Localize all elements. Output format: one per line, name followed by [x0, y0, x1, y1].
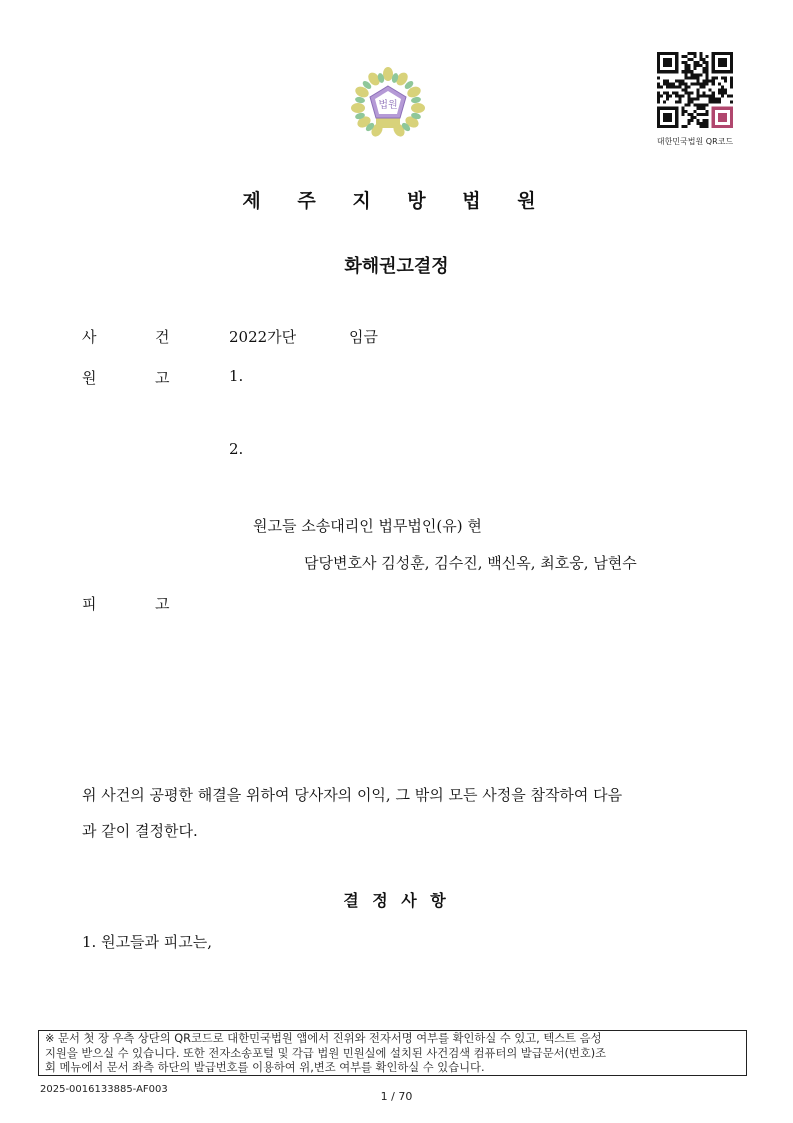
decision-heading: 결 정 사 항	[343, 891, 450, 910]
notice-line-1: ※ 문서 첫 장 우측 상단의 QR코드로 대한민국법원 앱에서 진위와 전자서명 여부를 확인하실 수 있고, 텍스트 음성	[45, 1032, 602, 1045]
svg-text:법원: 법원	[378, 100, 398, 111]
plaintiff-label-2: 고	[155, 369, 170, 387]
qr-caption: 대한민국법원 QR코드	[656, 137, 734, 146]
page-number: 1 / 70	[380, 1090, 413, 1103]
plaintiff-label-1: 원	[82, 369, 97, 387]
defendant-label-2: 고	[155, 595, 170, 613]
paragraph-line-1: 위 사건의 공평한 해결을 위하여 당사자의 이익, 그 밖의 모든 사정을 참작하여 다음	[82, 786, 623, 804]
court-name: 제 주 지 방 법 원	[242, 190, 551, 212]
defendant-label-1: 피	[82, 595, 97, 613]
case-label-1: 사	[82, 328, 97, 346]
decision-item-1: 1. 원고들과 피고는,	[82, 933, 213, 951]
court-emblem	[350, 66, 426, 138]
document-title: 화해권고결정	[344, 256, 449, 277]
qr-code[interactable]	[657, 52, 733, 128]
notice-line-2: 지원을 받으실 수 있습니다. 또한 전자소송포털 및 각급 법원 민원실에 설치된 사건검색 컴퓨터의 발급문서(번호)조	[45, 1046, 607, 1060]
issue-number: 2025-0016133885-AF003	[40, 1084, 168, 1095]
case-label-2: 건	[155, 328, 170, 346]
plaintiff-1: 1.	[229, 367, 244, 385]
representative: 원고들 소송대리인 법무법인(유) 현	[253, 517, 482, 535]
case-number: 2022가단	[229, 328, 297, 346]
notice-line-3: 회 메뉴에서 문서 좌측 하단의 발급번호를 이용하여 위,변조 여부를 확인하실 수 있습니다.	[45, 1061, 485, 1074]
verification-notice	[38, 1030, 747, 1076]
plaintiff-2: 2.	[229, 440, 244, 458]
case-name: 임금	[349, 328, 378, 346]
attorneys: 담당변호사 김성훈, 김수진, 백신옥, 최호웅, 남현수	[304, 554, 637, 572]
paragraph-line-2: 과 같이 결정한다.	[82, 822, 198, 840]
